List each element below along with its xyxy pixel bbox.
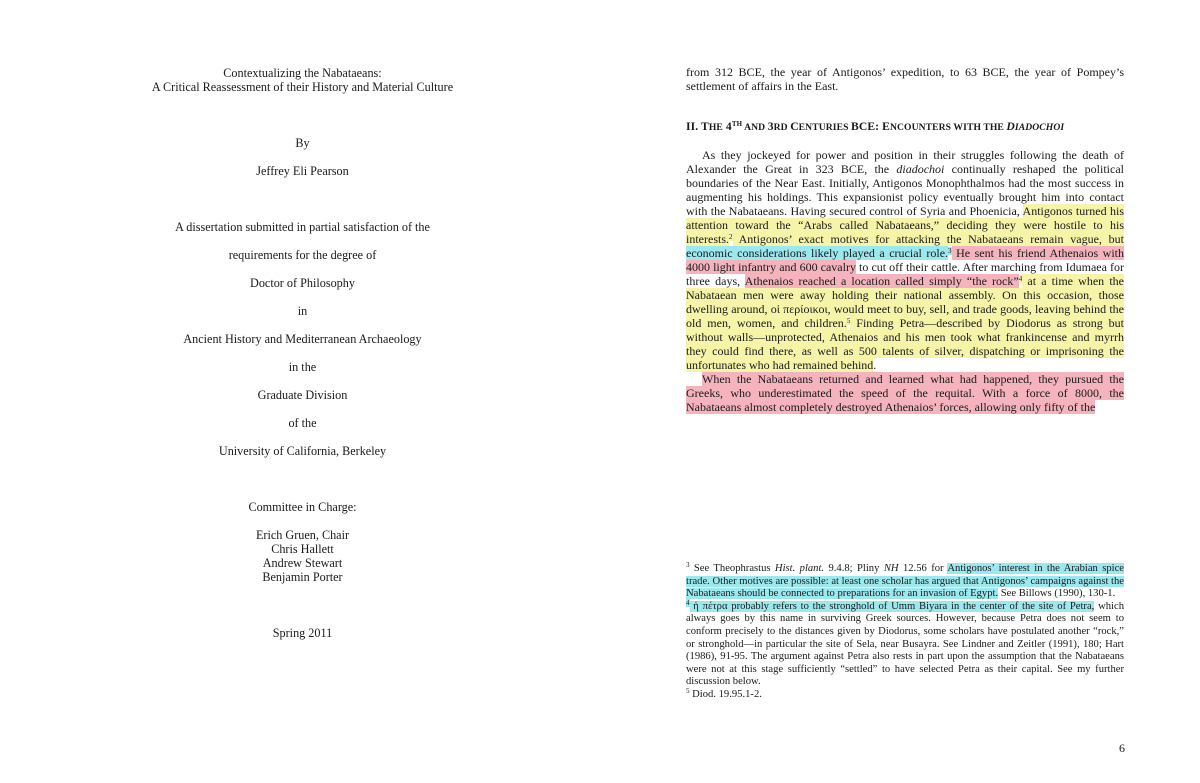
italic-title: Hist. plant. (774, 563, 825, 574)
committee-heading: Committee in Charge: (248, 500, 357, 514)
heading-part: : E (875, 120, 890, 133)
blue-highlight: economic considerations likely played a crucial role. (686, 246, 949, 260)
red-highlight: Athenaios reached a location called simply “the rock” (744, 274, 1019, 288)
red-highlight: He sent his friend Athenaios with 4000 light infantry and 600 cavalry (686, 246, 1124, 274)
text-run: 9.4.8; Pliny (824, 563, 884, 574)
heading-part: C (790, 120, 799, 133)
text-run: Diod. 19.95.1-2. (689, 688, 762, 700)
submission-line-1: A dissertation submitted in partial satisfaction of the (175, 220, 430, 234)
of-the-label: of the (288, 416, 317, 430)
dissertation-title-line-2: A Critical Reassessment of their History and Material Culture (151, 80, 454, 94)
paragraph-2 (686, 372, 1124, 414)
footnote-5 (686, 686, 1124, 702)
heading-part: II. T (686, 120, 709, 133)
footnote-ref: 3 (948, 247, 952, 255)
text-run: See Theophrastus (689, 563, 775, 574)
text-run: continually reshaped the political boundaries of the Near East. Initially, Antigonos Monophthalmos had the most success in augmenting his holdings. This expansionist policy eventually brought him into contact with the Nabataeans. Having secured control of Syria and Phoenicia, (686, 162, 1124, 218)
division-name: Graduate Division (257, 388, 348, 402)
footnote-number: 5 (686, 686, 690, 695)
text-run: As they jockeyed for power and position in their struggles following the death of Alexander the Great in 323 BCE, the (686, 148, 1124, 176)
intro-paragraph (686, 65, 1124, 93)
committee-member: Benjamin Porter (262, 570, 343, 584)
page-number: 6 (1119, 741, 1125, 755)
heading-part: 4 (722, 120, 732, 133)
in-label: in (297, 304, 308, 318)
field-of-study: Ancient History and Mediterranean Archaeology (183, 332, 422, 346)
italic-title: NH (883, 563, 899, 574)
heading-part: AND (742, 122, 768, 133)
yellow-highlight: at a time when the Nabataean men were away holding their national assembly. On this occasion, those dwelling around, οἱ περίοικοι, would meet to buy, sell, and trade goods, leaving behind the old men, women, and children. (686, 274, 1124, 330)
footnotes (686, 563, 1124, 702)
footnote-4 (686, 598, 1124, 689)
heading-part: NCOUNTERS WITH THE (889, 122, 1007, 133)
footnote-ref: 5 (846, 317, 851, 325)
text-run: . (873, 358, 877, 372)
committee-member: Andrew Stewart (262, 556, 343, 570)
footnote-3 (686, 563, 1124, 601)
heading-superscript: TH (731, 120, 743, 128)
heading-part: HE (708, 122, 723, 133)
yellow-highlight: Finding Petra—described by Diodorus as strong but without walls—unprotected, Athenaios and his men took what frankincense and myrrh they could find there, as well as 500 talents of silver, dispatching or imprisoning the unfortunates who had remained behind (686, 316, 1124, 372)
blue-highlight: Antigonos’ interest in the Arabian spice trade. Other motives are possible: at least one scholar has argued that Antigonos’ campaigns against the Nabataeans should be connected to preparations for an invasion of Egypt. (686, 563, 1124, 600)
heading-part: BCE (851, 120, 876, 133)
heading-part: 3 (767, 120, 774, 133)
footnote-number: 4 (686, 598, 690, 607)
dissertation-title-line-1: Contextualizing the Nabataeans: (223, 66, 382, 80)
text-run: See Billows (1990), 130-1. (998, 588, 1116, 600)
paragraph-1 (686, 148, 1124, 372)
in-the-label: in the (288, 360, 317, 374)
yellow-highlight: Antigonos turned his attention toward the “Arabs called Nabataeans,” deciding they were hostile to his interests. (686, 204, 1124, 246)
university-name: University of California, Berkeley (218, 444, 387, 458)
red-highlight: When the Nabataeans returned and learned what had happened, they pursued the Greeks, who underestimated the speed of the requital. With a force of 8000, the Nabataeans almost completely destroyed Athenaios’ forces, allowing only fifty of the (686, 372, 1124, 414)
yellow-highlight: Antigonos’ exact motives for attacking the Nabataeans remain vague, but (732, 232, 1124, 246)
text-run: which always goes by this name in surviving Greek sources. However, because Petra does not seem to conform precisely to the distances given by Diodorus, some scholars have postulated another “rock,” or stronghold—in particular the site of Sela, near Busayra. See Lindner and Zeitler (1991), 180; Hart (1986), 91-95. The argument against Petra also rests in part upon the assumption that the Nabataeans were not at this stage sufficiently “settled” to have selected Petra as their capital. See my further discussion below. (686, 600, 1124, 688)
committee-member: Erich Gruen, Chair (255, 528, 350, 542)
footnote-ref: 4 (1018, 275, 1023, 283)
degree-name: Doctor of Philosophy (250, 276, 355, 290)
text-run: to cut off their cattle. After marching from Idumaea for three days, (686, 260, 1124, 288)
intro-text: from 312 BCE, the year of Antigonos’ expedition, to 63 BCE, the year of Pompey’s settlement of affairs in the East. (686, 65, 1124, 93)
heading-part: IADOCHOI (1014, 122, 1065, 133)
footnote-ref: 2 (729, 233, 733, 241)
submission-line-2: requirements for the degree of (228, 248, 377, 262)
body-text (686, 148, 1124, 414)
italic-term: diadochoi (896, 162, 945, 176)
heading-part: ENTURIES (798, 122, 852, 133)
committee-member: Chris Hallett (271, 542, 334, 556)
submission-term: Spring 2011 (272, 626, 333, 640)
heading-part: D (1006, 120, 1015, 133)
author-name: Jeffrey Eli Pearson (256, 164, 349, 178)
footnote-number: 3 (686, 561, 690, 569)
section-heading (686, 120, 1124, 135)
heading-part: RD (773, 122, 791, 133)
text-run: 12.56 for (898, 563, 948, 574)
blue-highlight: ἡ πέτρα probably refers to the stronghold of Umm Biyara in the center of the site of Petra, (689, 600, 1095, 612)
by-label: By (295, 136, 310, 150)
